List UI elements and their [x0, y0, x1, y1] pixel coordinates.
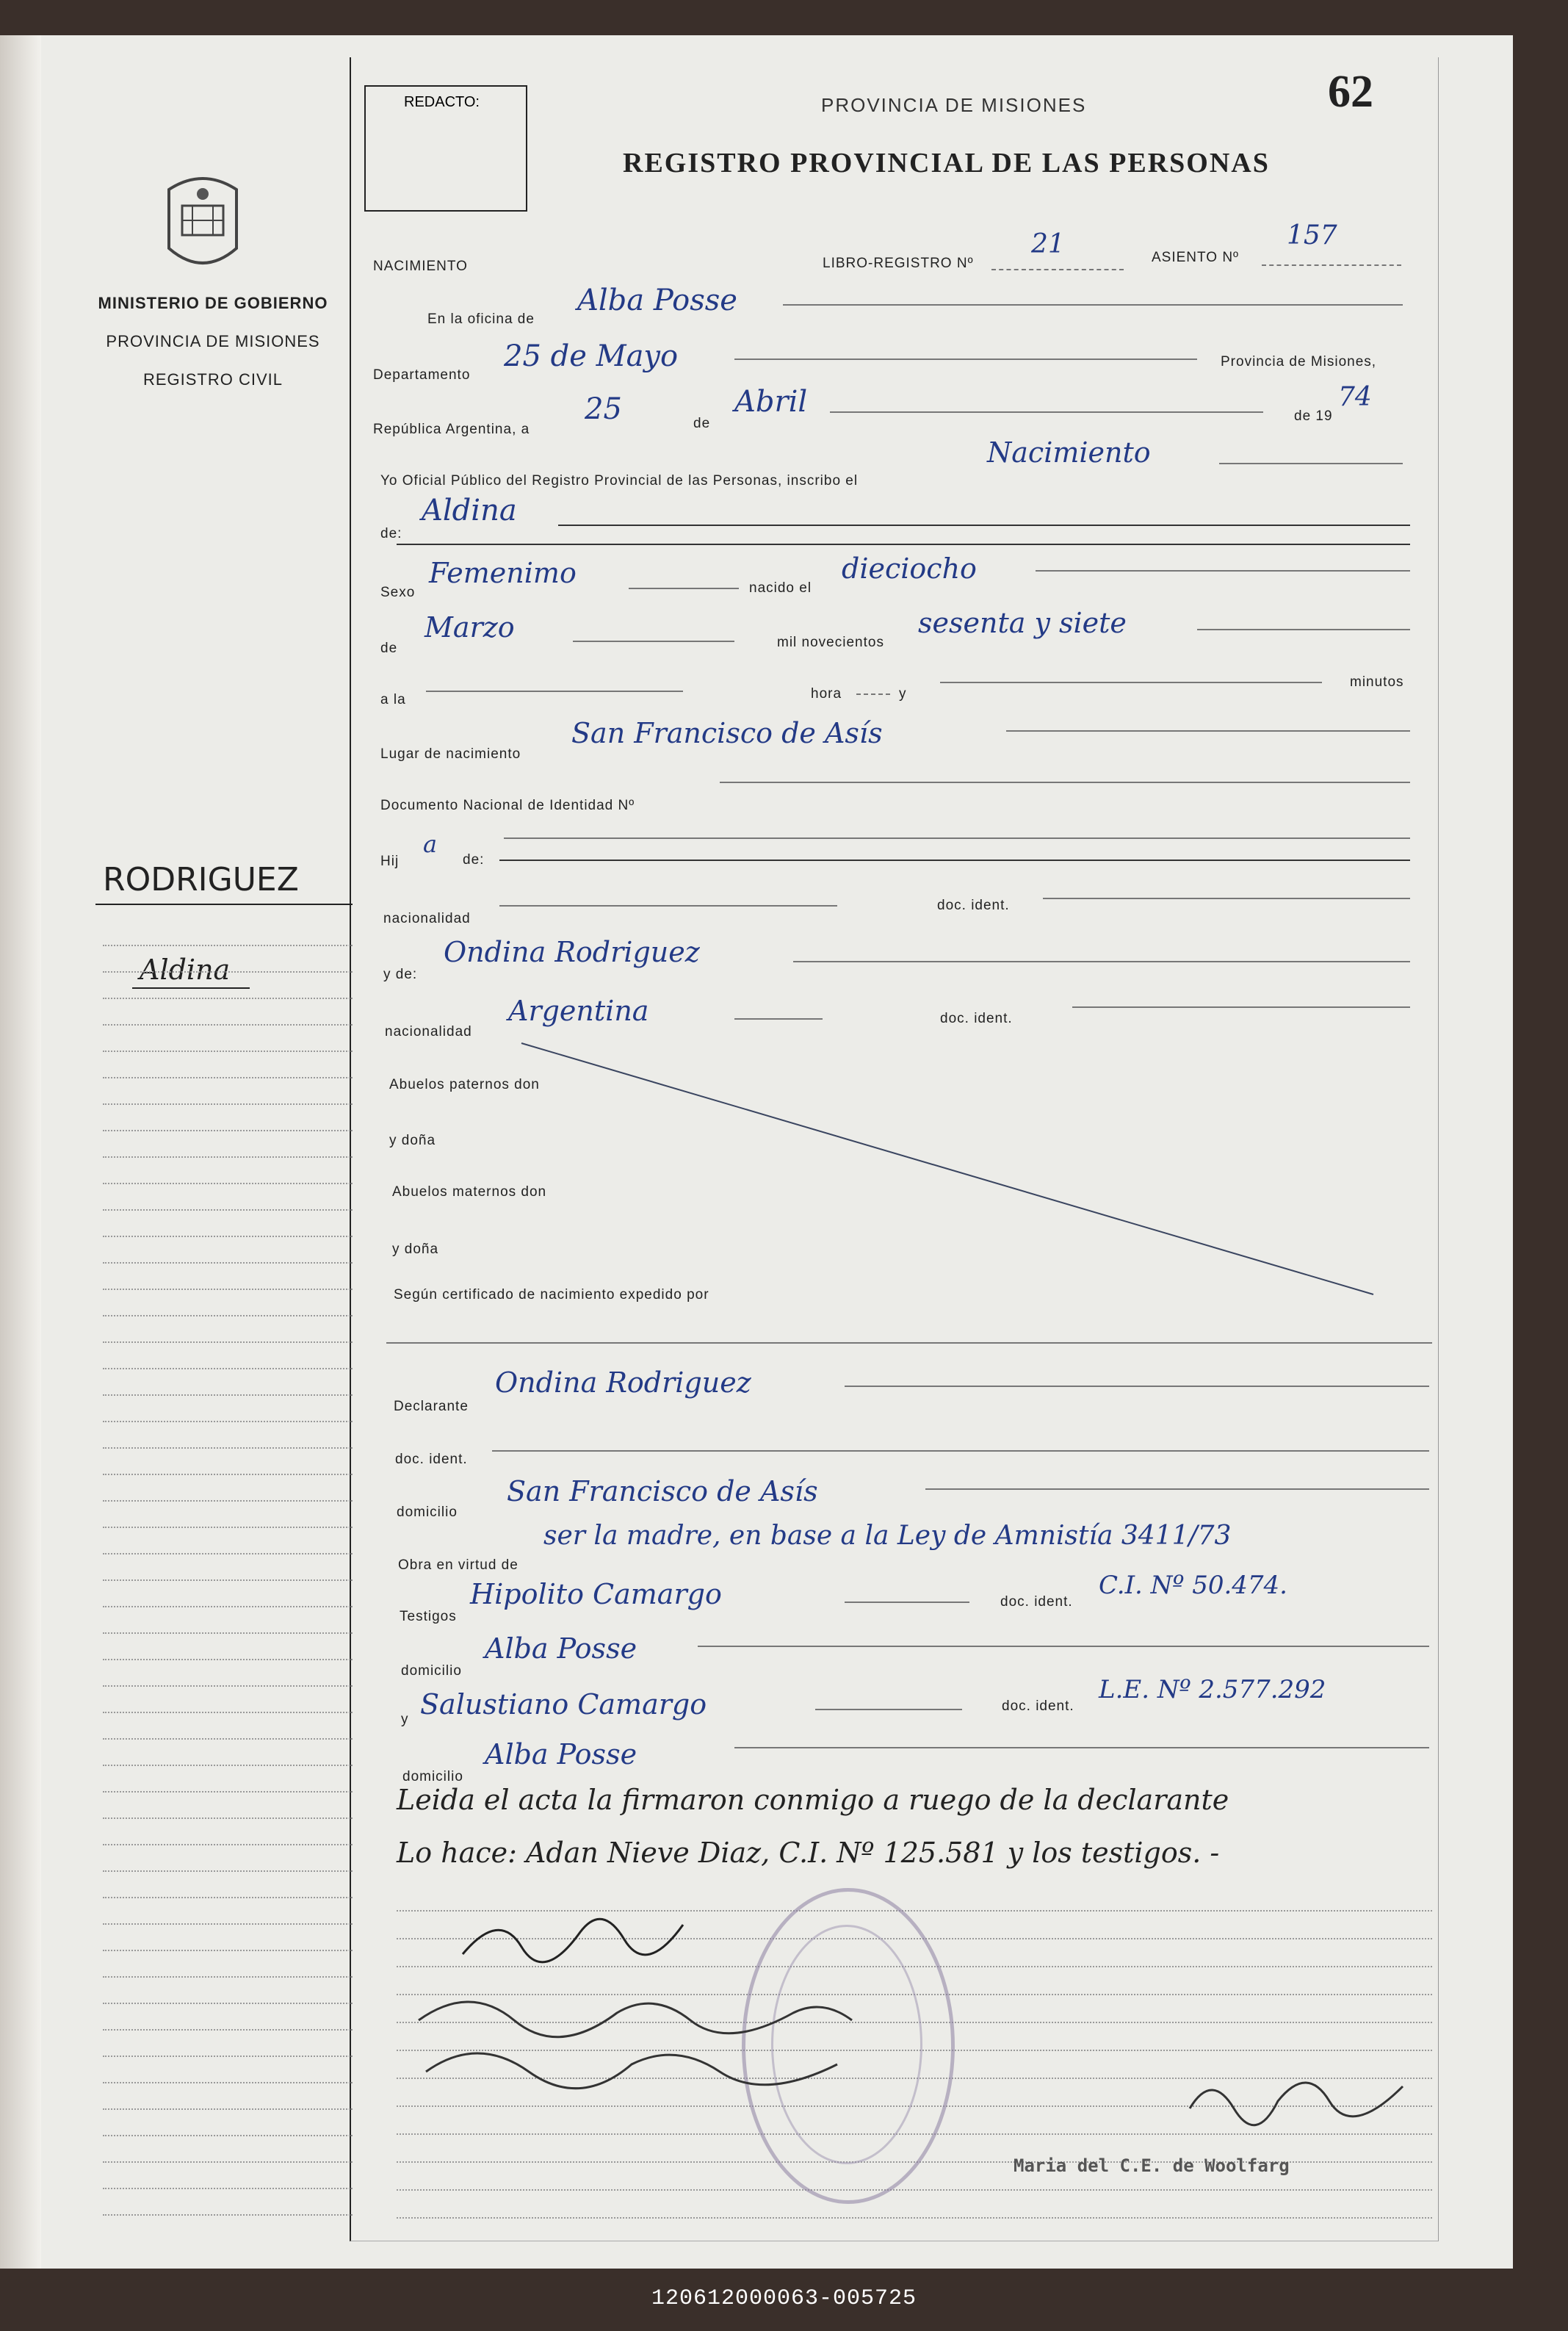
testigo1-value: Hipolito Camargo [470, 1578, 722, 1610]
oficina-value: Alba Posse [577, 284, 737, 317]
documento-label: Documento Nacional de Identidad Nº [380, 798, 635, 813]
yo-oficial-label: Yo Oficial Público del Registro Provincial de las Personas, inscribo el [380, 473, 859, 489]
margin-surname: RODRIGUEZ [103, 861, 299, 898]
nacimiento-label: NACIMIENTO [373, 259, 468, 274]
signature-witnesses [411, 1976, 911, 2094]
signature-declarante [455, 1895, 690, 1976]
declarante-doc-line [492, 1450, 1429, 1452]
doc-padre-label: doc. ident. [937, 898, 1010, 913]
page-number: 62 [1328, 67, 1373, 117]
testigo2-domicilio-value: Alba Posse [485, 1738, 637, 1770]
lectura-line-1: Leida el acta la firmaron conmigo a ruego de la declarante [397, 1784, 1229, 1816]
lectura-line-2: Lo hace: Adan Nieve Diaz, C.I. Nº 125.581 y los testigos. - [397, 1837, 1220, 1869]
nacionalidad-madre-label: nacionalidad [385, 1024, 472, 1040]
hij-suffix: a [423, 830, 438, 858]
testigo1-doc-value: C.I. Nº 50.474. [1099, 1571, 1287, 1600]
testigo2-domicilio-line [734, 1747, 1429, 1748]
year-value: 74 [1338, 382, 1372, 412]
padre-label: de: [463, 852, 485, 868]
lugar-value: San Francisco de Asís [571, 717, 883, 749]
testigo1-line [845, 1602, 969, 1603]
sexo-label: Sexo [380, 585, 416, 600]
declarante-label: Declarante [394, 1399, 469, 1414]
hij-label: Hij [380, 854, 400, 869]
ministry-name: MINISTERIO DE GOBIERNO [98, 294, 328, 312]
obra-value: ser la madre, en base a la Ley de Amnistía 3411/73 [543, 1521, 1232, 1551]
testigo2-value: Salustiano Camargo [420, 1688, 707, 1721]
year-prefix-label: de 19 [1294, 408, 1333, 424]
departamento-value: 25 de Mayo [504, 339, 679, 373]
nacido-mes-value: Marzo [424, 611, 515, 644]
lugar-label: Lugar de nacimiento [380, 746, 521, 762]
hora-label: hora [811, 686, 842, 702]
dia-value: 25 [585, 392, 622, 426]
nacido-anio-value: sesenta y siete [918, 607, 1127, 639]
declarante-domicilio-line [925, 1488, 1429, 1490]
ministry-province: PROVINCIA DE MISIONES [106, 332, 320, 350]
registry-title: REGISTRO PROVINCIAL DE LAS PERSONAS [623, 148, 1270, 179]
image-identifier: 120612000063-005725 [651, 2286, 917, 2311]
abuelos-paternos-label: Abuelos paternos don [389, 1077, 540, 1092]
acto-value: Nacimiento [987, 436, 1151, 469]
obra-label: Obra en virtud de [398, 1557, 519, 1573]
mil-novecientos-label: mil novecientos [777, 635, 884, 650]
form-rule [397, 2189, 1432, 2191]
asiento-label: ASIENTO Nº [1152, 250, 1239, 265]
nacido-dia-value: dieciocho [842, 552, 977, 585]
libro-label: LIBRO-REGISTRO Nº [823, 256, 974, 271]
abuelos-maternos-label: Abuelos maternos don [392, 1184, 547, 1200]
nacionalidad-padre-label: nacionalidad [383, 911, 471, 926]
madre-label: y de: [383, 967, 418, 982]
provincia-label: Provincia de Misiones, [1221, 354, 1377, 370]
province-heading: PROVINCIA DE MISIONES [821, 94, 1087, 116]
de-label: de [693, 416, 711, 431]
redacto-label: REDACTO: [404, 94, 480, 110]
testigos-label: Testigos [400, 1609, 457, 1624]
testigo2-domicilio-label: domicilio [402, 1769, 463, 1784]
ministry-registry: REGISTRO CIVIL [142, 370, 283, 389]
testigo2-doc-label: doc. ident. [1002, 1698, 1074, 1714]
testigo1-doc-label: doc. ident. [1000, 1594, 1073, 1610]
margin-name: Aldina [140, 954, 231, 986]
minutos-label: minutos [1350, 674, 1404, 690]
a-la-label: a la [380, 692, 406, 707]
nacido-label: nacido el [749, 580, 812, 596]
declarante-value: Ondina Rodriguez [495, 1366, 751, 1399]
sexo-value: Femenimo [429, 557, 577, 589]
nacionalidad-madre-value: Argentina [508, 995, 649, 1027]
testigo1-domicilio-line [698, 1646, 1429, 1647]
declarante-line [845, 1386, 1429, 1387]
abuelos-paternos-dona-label: y doña [389, 1133, 436, 1148]
declarante-domicilio-label: domicilio [397, 1505, 458, 1520]
republica-label: República Argentina, a [373, 422, 530, 437]
declarante-domicilio-value: San Francisco de Asís [507, 1475, 818, 1507]
asiento-value: 157 [1287, 220, 1337, 251]
oficina-label: En la oficina de [427, 311, 535, 327]
form-rule [397, 2217, 1432, 2219]
testigo2-y-label: y [401, 1712, 409, 1727]
signature-officer [1182, 2057, 1417, 2130]
mes-value: Abril [734, 385, 808, 419]
declarante-doc-label: doc. ident. [395, 1452, 468, 1467]
nombre-value: Aldina [422, 494, 517, 527]
segun-label: Según certificado de nacimiento expedido por [394, 1287, 709, 1303]
departamento-label: Departamento [373, 367, 471, 383]
testigo1-domicilio-value: Alba Posse [485, 1632, 637, 1665]
officer-name-stamp: Maria del C.E. de Woolfarg [1014, 2155, 1290, 2176]
testigo1-domicilio-label: domicilio [401, 1663, 462, 1679]
testigo2-doc-value: L.E. Nº 2.577.292 [1099, 1675, 1326, 1704]
madre-value: Ondina Rodriguez [444, 936, 700, 968]
de-mes-label: de [380, 641, 398, 656]
y-label: y [899, 686, 907, 702]
abuelos-maternos-dona-label: y doña [392, 1242, 439, 1257]
testigo2-line [815, 1709, 962, 1710]
nombre-label: de: [380, 526, 402, 541]
libro-value: 21 [1031, 229, 1065, 259]
doc-madre-label: doc. ident. [940, 1011, 1013, 1026]
